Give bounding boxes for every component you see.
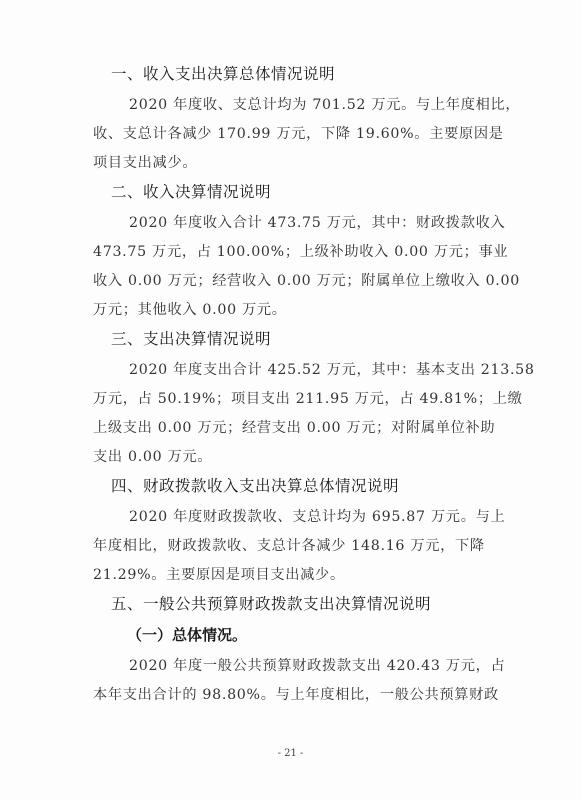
- section-heading: 四、财政拨款收入支出决算总体情况说明: [111, 477, 400, 495]
- paragraph-line: 万元，占 50.19%；项目支出 211.95 万元，占 49.81%；上缴: [93, 391, 523, 407]
- paragraph-line: 21.29%。主要原因是项目支出减少。: [93, 567, 345, 583]
- section-5: [93, 594, 506, 706]
- section-heading: 五、一般公共预算财政拨款支出决算情况说明: [111, 595, 432, 613]
- paragraph-line: 2020 年度一般公共预算财政拨款支出 420.43 万元，占: [129, 658, 506, 674]
- paragraph-line: 本年支出合计的 98.80%。与上年度相比，一般公共预算财政: [93, 687, 499, 703]
- paragraph-line: 473.75 万元，占 100.00%；上级补助收入 0.00 万元；事业: [93, 244, 509, 260]
- page-number: - 21 -: [277, 748, 304, 759]
- paragraph-line: 2020 年度财政拨款收、支总计均为 695.87 万元。与上: [129, 509, 506, 525]
- section-heading: 二、收入决算情况说明: [111, 183, 272, 201]
- paragraph-line: 2020 年度支出合计 425.52 万元，其中：基本支出 213.58: [129, 362, 535, 378]
- section-heading: 一、收入支出决算总体情况说明: [111, 65, 336, 83]
- paragraph-line: 年度相比，财政拨款收、支总计各减少 148.16 万元，下降: [93, 538, 485, 554]
- paragraph-line: 上级支出 0.00 万元；经营支出 0.00 万元；对附属单位补助: [93, 420, 496, 436]
- section-heading: 三、支出决算情况说明: [111, 330, 272, 348]
- paragraph-line: 支出 0.00 万元。: [93, 449, 213, 465]
- paragraph-line: 收、支总计各减少 170.99 万元，下降 19.60%。主要原因是: [93, 126, 504, 142]
- section-subheading: （一）总体情况。: [127, 626, 248, 644]
- section-4: [93, 476, 506, 586]
- paragraph-line: 收入 0.00 万元；经营收入 0.00 万元；附属单位上缴收入 0.00: [93, 273, 520, 289]
- paragraph-line: 2020 年度收入合计 473.75 万元，其中：财政拨款收入: [129, 215, 506, 231]
- paragraph-line: 万元；其他收入 0.00 万元。: [93, 302, 287, 318]
- paragraph-line: 2020 年度收、支总计均为 701.52 万元。与上年度相比，: [129, 97, 521, 113]
- section-3: [93, 329, 535, 468]
- section-2: [93, 182, 520, 321]
- section-1: [93, 64, 521, 174]
- paragraph-line: 项目支出减少。: [93, 155, 198, 171]
- document-body: [93, 64, 535, 714]
